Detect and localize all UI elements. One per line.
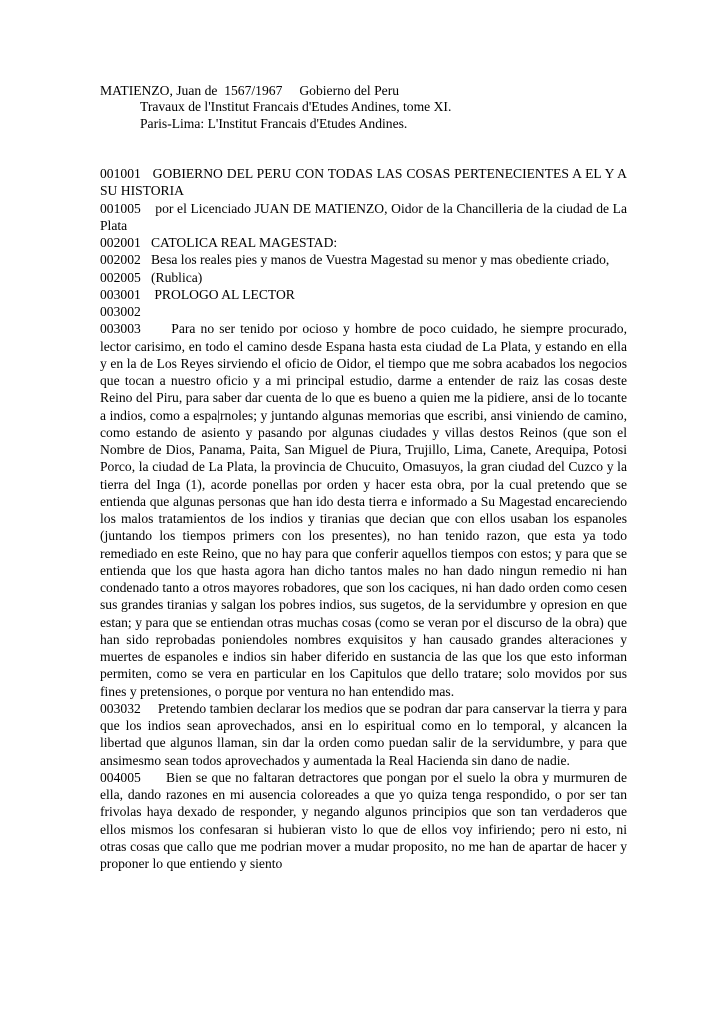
citation-series-line: Travaux de l'Institut Francais d'Etudes Andines, tome XI. [140, 99, 452, 115]
paragraph: 004005 Bien se que no faltaran detractores que pongan por el suelo la obra y murmuren de ella, dando razones en mi ausencia coloreades a que yo quiza tenga respondido, o por ser tan frivolas haya dexado de responder, y negando algunos principios que son tan verdaderos que ellos mismos los confesaran si hubieran visto lo que de ellos voy infiriendo; pero ni esto, ni otras cosas que callo que me podrian mover a mudar proposito, no me han de apartar de hacer y proponer lo que entiendo y siento [100, 769, 627, 872]
citation-header [100, 83, 627, 132]
paragraph: 001005 por el Licenciado JUAN DE MATIENZO, Oidor de la Chancilleria de la ciudad de La Plata [100, 200, 627, 233]
text-block [100, 83, 627, 872]
paragraph: 003002 [100, 304, 141, 320]
paragraph: 003001 PROLOGO AL LECTOR [100, 286, 295, 302]
document-body [100, 165, 627, 872]
paragraph: 002005 (Rublica) [100, 269, 203, 285]
paragraph: 002002 Besa los reales pies y manos de Vuestra Magestad su menor y mas obediente criado, [100, 252, 610, 268]
paragraph: 003003 Para no ser tenido por ocioso y hombre de poco cuidado, he siempre procurado, lector carisimo, en todo el camino desde Espana hasta esta ciudad de La Plata, y estando en ella y en la de Los Reyes sirviendo el oficio de Oidor, el tiempo que me sobra acabados los negocios que tocan a nuestro oficio y a mi principal estudio, darme a entender de raiz las cosas deste Reino del Piru, para saber dar cuenta de lo que es bueno a quien me la pidiere, ansi de lo tocante a indios, como a espa|rnoles; y juntando algunas memorias que escribi, ansi viniendo de camino, como estando de asiento y pasando por algunas ciudades y villas destos Reinos (que son el Nombre de Dios, Panama, Paita, San Miguel de Piura, Trujillo, Lima, Canete, Arequipa, Potosi Porco, la ciudad de La Plata, la provincia de Chucuito, Omasuyos, la gran ciudad del Cuzco y la tierra del Inga (1), acorde ponellas por orden y hacer esta obra, por la cual pretendo que se entienda que algunas personas que han ido desta tierra e informado a Su Magestad encareciendo los malos tratamientos de los indios y tiranias que decian que con ellos usaban los espanoles (juntando los tiempos primers con los presentes), no han tenido razon, que esta ya todo remediado en este Reino, que no hay para que conferir aquellos tiempos con estos; y para que se entienda que los que hasta agora han dicho tantos males no han dado ningun remedio ni han condenado tanto a otros mayores robadores, que son los caciques, ni han dado orden como cesen sus grandes tiranias y salgan los pobres indios, sus sugetos, de la servidumbre y opresion en que estan; y para que se entiendan otras muchas cosas (como se veran por el discurso de la obra) que han sido reprobadas poniendoles nombres exquisitos y han causado grandes alteraciones y muertes de espanoles e indios sin haber diferido en sustancia de las que los que esto informan permiten, como se vera en particular en los Capitulos que dello tratare; solo movidos por sus fines y pretensiones, o porque por ventura no han entendido mas. [100, 321, 627, 699]
paragraph: 002001 CATOLICA REAL MAGESTAD: [100, 235, 338, 251]
paragraph: 003032 Pretendo tambien declarar los medios que se podran dar para canservar la tierra y para que los indios sean aprovechados, ansi en lo espiritual como en lo temporal, y alcancen la libertad que algunos llaman, sin dar la orden como puedan salir de la servidumbre, y para que ansimesmo sean todos aprovechados y aumentada la Real Hacienda sin dano de nadie. [100, 700, 627, 768]
paragraph: 001001 GOBIERNO DEL PERU CON TODAS LAS COSAS PERTENECIENTES A EL Y A SU HISTORIA [100, 166, 627, 199]
citation-author-line: MATIENZO, Juan de 1567/1967 Gobierno del Peru [100, 83, 400, 98]
citation-publisher-line: Paris-Lima: L'Institut Francais d'Etudes Andines. [140, 115, 408, 131]
